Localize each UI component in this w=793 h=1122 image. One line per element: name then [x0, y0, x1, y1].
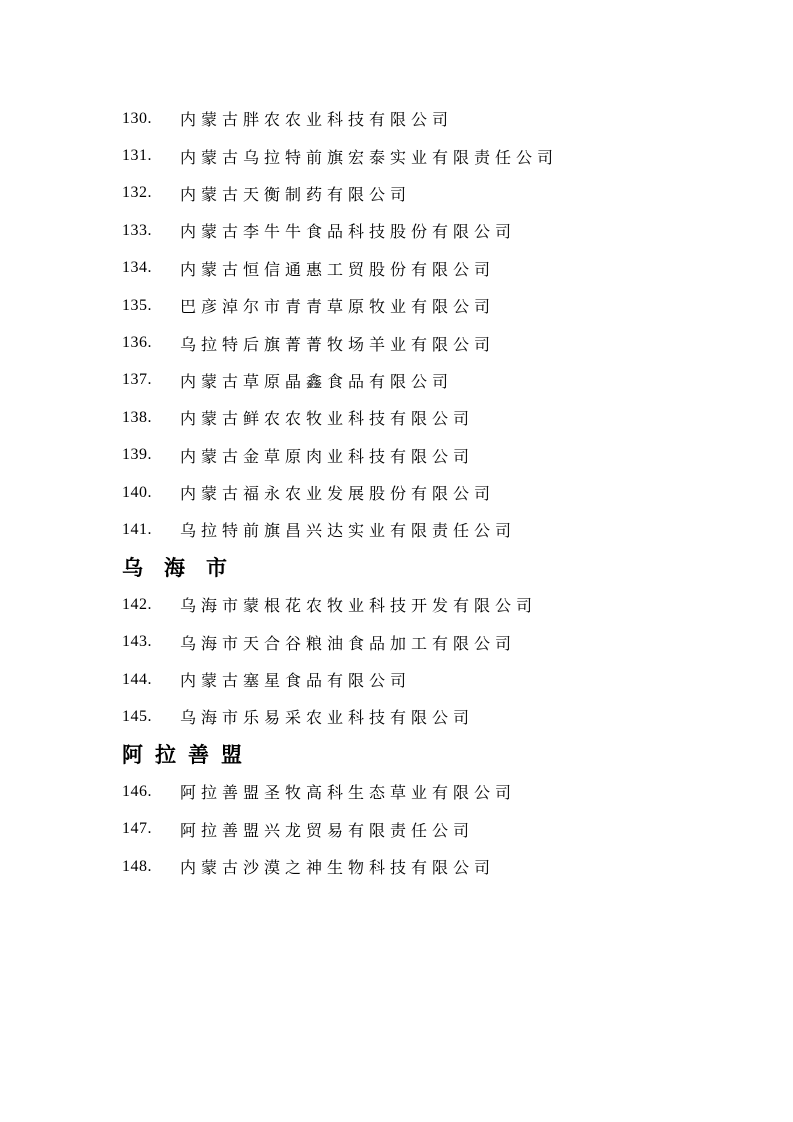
- company-name: 乌海市天合谷粮油食品加工有限公司: [180, 635, 517, 653]
- list-item-number: 147.: [122, 820, 152, 838]
- list-item-number: 138.: [122, 408, 152, 426]
- list-item-number: 148.: [122, 857, 152, 875]
- list-item: [122, 623, 753, 660]
- company-name: 内蒙古草原晶鑫食品有限公司: [180, 373, 454, 391]
- list-item-number: 133.: [122, 221, 152, 239]
- company-name: 内蒙古鲜农农牧业科技有限公司: [180, 411, 475, 429]
- section-header-wuhai: [122, 549, 753, 586]
- company-name: 内蒙古塞星食品有限公司: [180, 673, 412, 691]
- list-item: [122, 661, 753, 698]
- company-name: 乌海市乐易采农业科技有限公司: [180, 710, 475, 728]
- company-name: 乌拉特后旗菁菁牧场羊业有限公司: [180, 336, 496, 354]
- company-name: 内蒙古胖农农业科技有限公司: [180, 112, 454, 130]
- company-name: 阿拉善盟圣牧高科生态草业有限公司: [180, 785, 517, 803]
- list-item: [122, 773, 753, 810]
- list-item: [122, 848, 753, 885]
- list-item: [122, 362, 753, 399]
- list-item: [122, 287, 753, 324]
- section-header-label: 乌海市: [122, 557, 248, 581]
- company-name: 内蒙古恒信通惠工贸股份有限公司: [180, 261, 496, 279]
- company-name: 乌海市蒙根花农牧业科技开发有限公司: [180, 598, 538, 616]
- company-name: 乌拉特前旗昌兴达实业有限责任公司: [180, 523, 517, 541]
- list-item-number: 146.: [122, 782, 152, 800]
- list-item-number: 142.: [122, 595, 152, 613]
- list-item: [122, 212, 753, 249]
- section-header-alashan: [122, 736, 753, 773]
- list-item-number: 135.: [122, 296, 152, 314]
- list-item: [122, 511, 753, 548]
- list-item: [122, 175, 753, 212]
- list-item-number: 139.: [122, 446, 152, 464]
- section-header-label: 阿拉善盟: [122, 744, 254, 768]
- list-item-number: 130.: [122, 109, 152, 127]
- list-item-number: 141.: [122, 520, 152, 538]
- list-item-number: 144.: [122, 670, 152, 688]
- list-item: [122, 137, 753, 174]
- list-item-number: 143.: [122, 633, 152, 651]
- company-name: 内蒙古福永农业发展股份有限公司: [180, 486, 496, 504]
- list-item: [122, 324, 753, 361]
- company-name: 内蒙古沙漠之神生物科技有限公司: [180, 860, 496, 877]
- list-item: [122, 399, 753, 436]
- company-name: 巴彦淖尔市青青草原牧业有限公司: [180, 299, 496, 317]
- list-item-number: 136.: [122, 334, 152, 352]
- list-item-number: 145.: [122, 707, 152, 725]
- list-item-number: 137.: [122, 371, 152, 389]
- list-item-number: 134.: [122, 259, 152, 277]
- list-item: [122, 100, 753, 137]
- list-item: [122, 586, 753, 623]
- company-name: 内蒙古金草原肉业科技有限公司: [180, 448, 475, 466]
- company-name: 阿拉善盟兴龙贸易有限责任公司: [180, 822, 475, 840]
- list-item-number: 131.: [122, 147, 152, 165]
- list-item: [122, 474, 753, 511]
- list-item: [122, 810, 753, 847]
- list-item-number: 140.: [122, 483, 152, 501]
- company-name: 内蒙古乌拉特前旗宏泰实业有限责任公司: [180, 149, 559, 167]
- company-name: 内蒙古天衡制药有限公司: [180, 186, 412, 204]
- company-name: 内蒙古李牛牛食品科技股份有限公司: [180, 224, 517, 242]
- list-item: [122, 250, 753, 287]
- list-item: [122, 698, 753, 735]
- list-item-number: 132.: [122, 184, 152, 202]
- list-item: [122, 437, 753, 474]
